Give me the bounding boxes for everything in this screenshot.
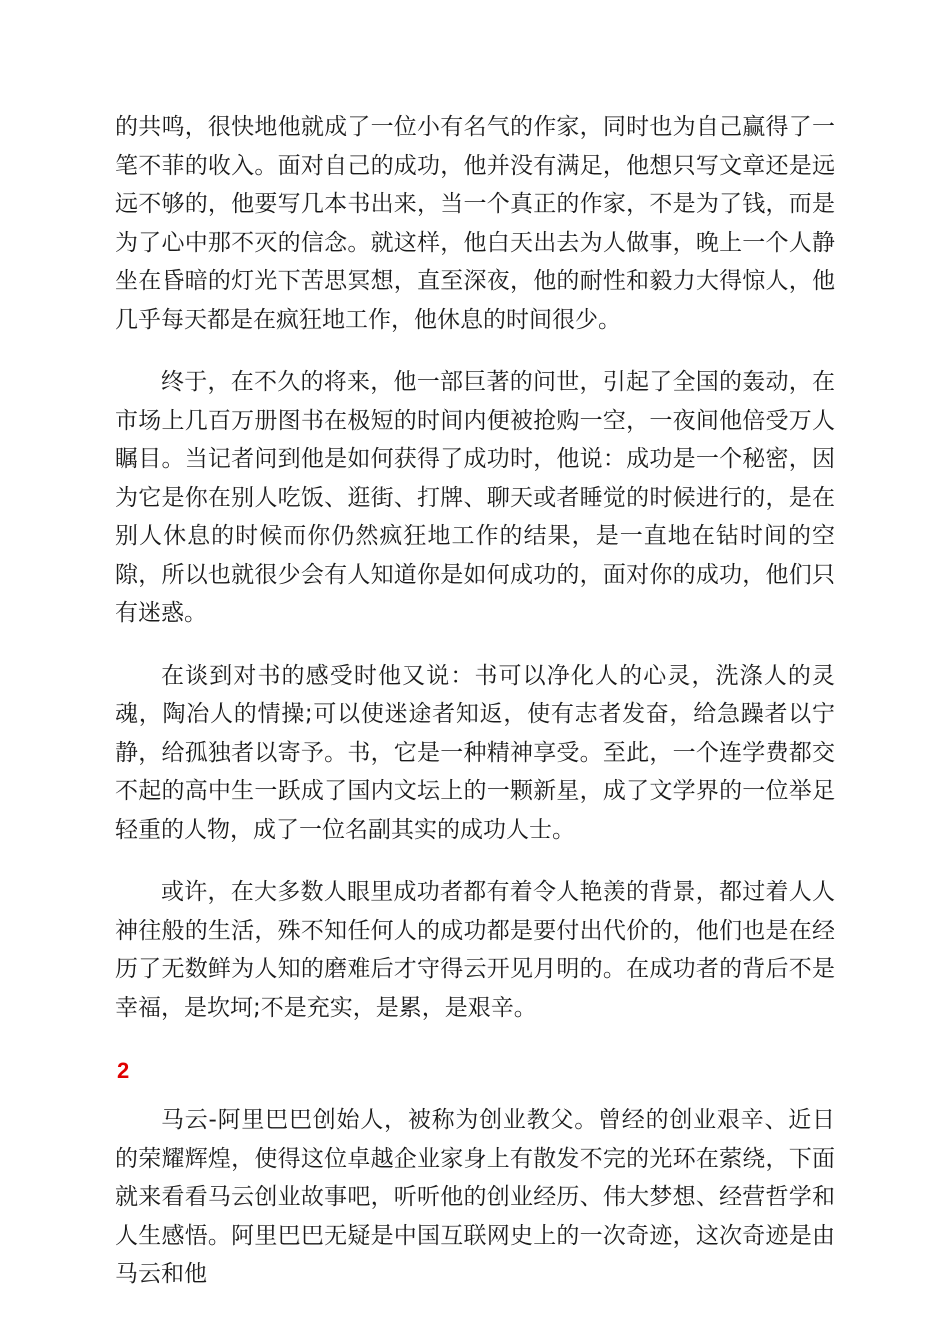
- paragraph-success-secret: 终于，在不久的将来，他一部巨著的问世，引起了全国的轰动，在市场上几百万册图书在极短的时间内便被抢购一空，一夜间他倍受万人瞩目。当记者问到他是如何获得了成功时，他说：成功是一个秘密，因为它是你在别人吃饭、逛街、打牌、聊天或者睡觉的时候进行的，是在别人休息的时候而你仍然疯狂地工作的结果，是一直地在钻时间的空隙，所以也就很少会有人知道你是如何成功的，面对你的成功，他们只有迷惑。: [115, 369, 835, 626]
- document-page: [115, 108, 835, 1318]
- paragraph-books-feeling: 在谈到对书的感受时他又说：书可以净化人的心灵，洗涤人的灵魂，陶冶人的情操;可以使迷途者知返，使有志者发奋，给急躁者以宁静，给孤独者以寄予。书，它是一种精神享受。至此，一个连学费都交不起的高中生一跃成了国内文坛上的一颗新星，成了文学界的一位举足轻重的人物，成了一位名副其实的成功人士。: [115, 662, 835, 843]
- paragraph-price-of-success: 或许，在大多数人眼里成功者都有着令人艳羡的背景，都过着人人神往般的生活，殊不知任何人的成功都是要付出代价的，他们也是在经历了无数鲜为人知的磨难后才守得云开见月明的。在成功者的背后不是幸福，是坎坷;不是充实，是累，是艰辛。: [115, 879, 835, 1021]
- section-number: 2: [117, 1058, 130, 1083]
- paragraph-continuation: 的共鸣，很快地他就成了一位小有名气的作家，同时也为自己赢得了一笔不菲的收入。面对自己的成功，他并没有满足，他想只写文章还是远远不够的，他要写几本书出来，当一个真正的作家，不是为了钱，而是为了心中那不灭的信念。就这样，他白天出去为人做事，晚上一个人静坐在昏暗的灯光下苦思冥想，直至深夜，他的耐性和毅力大得惊人，他几乎每天都是在疯狂地工作，他休息的时间很少。: [115, 114, 835, 333]
- paragraph-jack-ma-intro: 马云-阿里巴巴创始人，被称为创业教父。曾经的创业艰辛、近日的荣耀辉煌，使得这位卓越企业家身上有散发不完的光环在萦绕，下面就来看看马云创业故事吧，听听他的创业经历、伟大梦想、经营哲学和人生感悟。阿里巴巴无疑是中国互联网史上的一次奇迹，这次奇迹是由马云和他: [115, 1107, 835, 1287]
